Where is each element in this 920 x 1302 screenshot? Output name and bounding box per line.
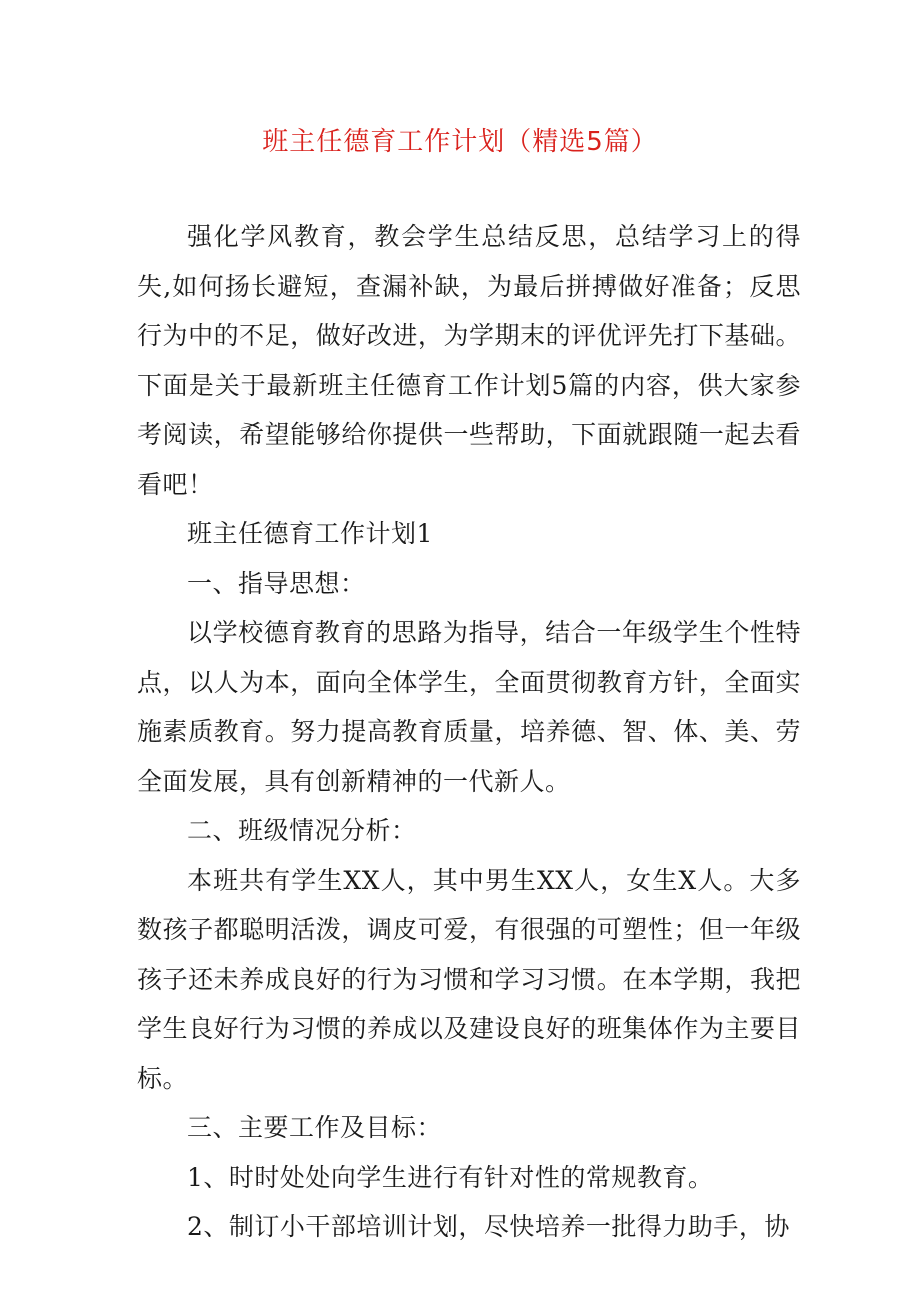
document-title: 班主任德育工作计划（精选5篇）	[262, 127, 658, 157]
guiding-ideology-paragraph: 以学校德育教育的思路为指导，结合一年级学生个性特点，以人为本，面向全体学生，全面贯彻教育方针，全面实施素质教育。努力提高教育质量，培养德、智、体、美、劳全面发展，具有创新精神的一代新人。	[137, 618, 801, 796]
intro-paragraph: 强化学风教育，教会学生总结反思，总结学习上的得失,如何扬长避短，查漏补缺，为最后拼搏做好准备；反思行为中的不足，做好改进，为学期末的评优评先打下基础。下面是关于最新班主任德育工作计划5篇的内容，供大家参考阅读，希望能够给你提供一些帮助，下面就跟随一起去看看吧！	[137, 222, 801, 499]
section-heading-plan-1: 班主任德育工作计划1	[187, 519, 433, 548]
section-heading-class-analysis: 二、班级情况分析：	[187, 816, 417, 845]
section-heading-main-work: 三、主要工作及目标：	[187, 1113, 443, 1142]
list-item: 2、制订小干部培训计划，尽快培养一批得力助手，协	[187, 1212, 790, 1241]
document-body	[137, 212, 801, 1252]
list-item: 1、时时处处向学生进行有针对性的常规教育。	[187, 1162, 714, 1192]
class-analysis-paragraph: 本班共有学生XX人，其中男生XX人，女生X人。大多数孩子都聪明活泼，调皮可爱，有很强的可塑性；但一年级孩子还未养成良好的行为习惯和学习习惯。在本学期，我把学生良好行为习惯的养成以及建设良好的班集体作为主要目标。	[137, 865, 801, 1093]
section-heading-guiding-ideology: 一、指导思想：	[187, 568, 366, 598]
